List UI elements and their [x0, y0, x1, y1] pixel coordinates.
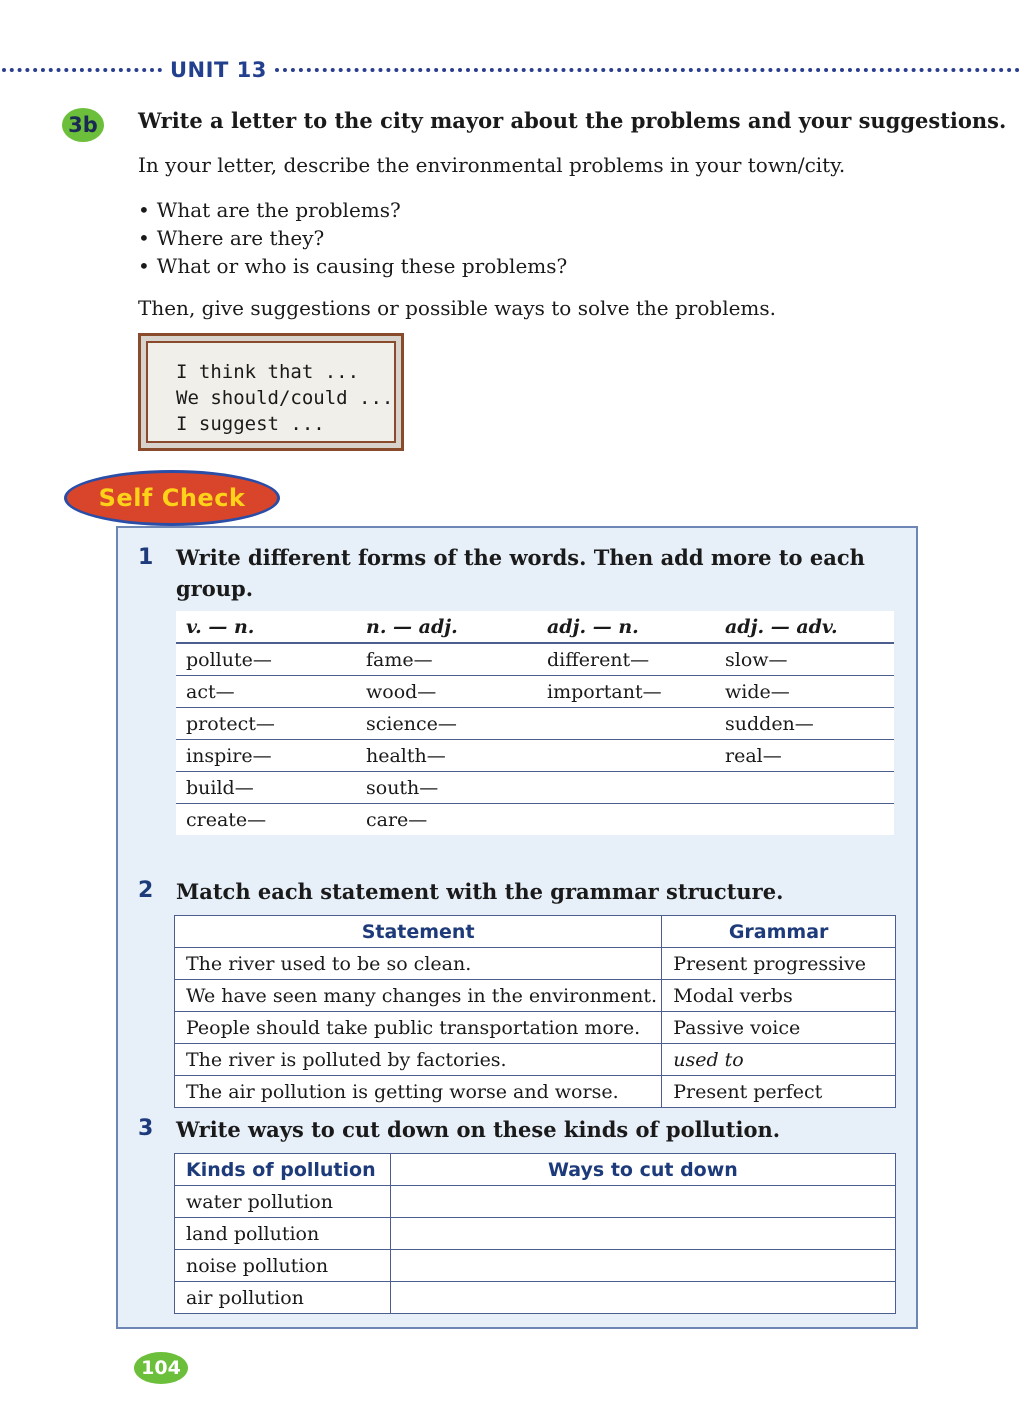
phrase-line: I think that ...: [176, 361, 360, 383]
column-header: Kinds of pollution: [175, 1154, 391, 1186]
task-badge: 3b: [62, 108, 104, 142]
phrase-line: I suggest ...: [176, 413, 325, 435]
answer-cell[interactable]: [390, 1250, 895, 1282]
page-number: 104: [134, 1352, 188, 1384]
table-row: [176, 643, 894, 676]
grammar-cell: Present progressive: [662, 948, 896, 980]
pollution-kind-cell: water pollution: [175, 1186, 391, 1218]
table-cell: protect—: [176, 708, 356, 740]
table-cell: health—: [356, 740, 537, 772]
column-header: n. — adj.: [356, 611, 537, 643]
column-header: Grammar: [662, 916, 896, 948]
task-title: Write a letter to the city mayor about the problems and your suggestions.: [138, 108, 1007, 133]
statement-cell: The river is polluted by factories.: [175, 1044, 662, 1076]
exercise-2-title: Match each statement with the grammar structure.: [176, 879, 784, 904]
bullet-item: • Where are they?: [138, 224, 567, 252]
table-row: [175, 1044, 896, 1076]
word-forms-table: [176, 611, 894, 835]
grammar-cell: used to: [662, 1044, 896, 1076]
table-cell: act—: [176, 676, 356, 708]
exercise-3-number: 3: [138, 1116, 154, 1141]
exercise-1-title: [176, 542, 865, 604]
table-row: [176, 772, 894, 804]
answer-cell[interactable]: [390, 1282, 895, 1314]
column-header: v. — n.: [176, 611, 356, 643]
table-row: [176, 740, 894, 772]
table-cell: [715, 804, 894, 836]
bullet-item: • What or who is causing these problems?: [138, 252, 567, 280]
grammar-match-table: [174, 915, 896, 1108]
table-cell: [537, 708, 715, 740]
table-cell: [537, 772, 715, 804]
table-cell: [715, 772, 894, 804]
dotted-rule-right: [275, 68, 1020, 72]
grammar-cell: Passive voice: [662, 1012, 896, 1044]
pollution-table: [174, 1153, 896, 1314]
exercise-2-number: 2: [138, 878, 154, 903]
exercise-1-title-line: group.: [176, 576, 254, 601]
table-cell: south—: [356, 772, 537, 804]
table-cell: wood—: [356, 676, 537, 708]
table-row: [175, 948, 896, 980]
bullet-item: • What are the problems?: [138, 196, 567, 224]
task-after: Then, give suggestions or possible ways to solve the problems.: [138, 296, 777, 320]
table-cell: inspire—: [176, 740, 356, 772]
table-row: [176, 708, 894, 740]
table-cell: [537, 740, 715, 772]
table-cell: pollute—: [176, 643, 356, 676]
table-row: [176, 804, 894, 836]
self-check-label: Self Check: [64, 470, 280, 526]
pollution-kind-cell: air pollution: [175, 1282, 391, 1314]
table-cell: sudden—: [715, 708, 894, 740]
phrase-line: We should/could ...: [176, 387, 394, 409]
statement-cell: The air pollution is getting worse and worse.: [175, 1076, 662, 1108]
pollution-kind-cell: noise pollution: [175, 1250, 391, 1282]
table-row: [175, 1218, 896, 1250]
answer-cell[interactable]: [390, 1218, 895, 1250]
grammar-cell: Present perfect: [662, 1076, 896, 1108]
table-row: [176, 676, 894, 708]
table-cell: different—: [537, 643, 715, 676]
statement-cell: People should take public transportation more.: [175, 1012, 662, 1044]
statement-cell: We have seen many changes in the environment.: [175, 980, 662, 1012]
table-cell: care—: [366, 808, 428, 831]
useful-phrases-box: [138, 333, 404, 451]
table-cell: slow—: [715, 643, 894, 676]
pollution-kind-cell: land pollution: [175, 1218, 391, 1250]
table-row: [175, 1076, 896, 1108]
table-cell: real—: [715, 740, 894, 772]
grammar-cell: Modal verbs: [662, 980, 896, 1012]
column-header: Statement: [175, 916, 662, 948]
task-intro: In your letter, describe the environmental problems in your town/city.: [138, 153, 846, 177]
table-cell: wide—: [715, 676, 894, 708]
unit-label: UNIT 13: [170, 58, 267, 82]
table-cell: build—: [176, 772, 356, 804]
statement-cell: The river used to be so clean.: [175, 948, 662, 980]
table-row: [175, 1012, 896, 1044]
table-row: [175, 1250, 896, 1282]
table-header-row: [175, 1154, 896, 1186]
table-header-row: [176, 611, 894, 643]
exercise-1-number: 1: [138, 545, 154, 570]
useful-phrases: [146, 341, 396, 443]
table-row: [175, 1282, 896, 1314]
dotted-rule-left: [2, 68, 162, 72]
table-cell: fame—: [356, 643, 537, 676]
table-cell: important—: [537, 676, 715, 708]
task-bullets: [138, 196, 567, 280]
table-row: [175, 980, 896, 1012]
column-header: Ways to cut down: [390, 1154, 895, 1186]
exercise-1-title-line: Write different forms of the words. Then add more to each: [176, 545, 865, 570]
table-row: [175, 1186, 896, 1218]
table-cell: science—: [356, 708, 537, 740]
column-header: adj. — adv.: [715, 611, 894, 643]
exercise-3-title: Write ways to cut down on these kinds of pollution.: [176, 1117, 781, 1142]
answer-cell[interactable]: [390, 1186, 895, 1218]
column-header: adj. — n.: [537, 611, 715, 643]
table-cell: create—: [186, 808, 267, 831]
unit-header: [0, 56, 1024, 84]
table-header-row: [175, 916, 896, 948]
table-cell: [537, 804, 715, 836]
